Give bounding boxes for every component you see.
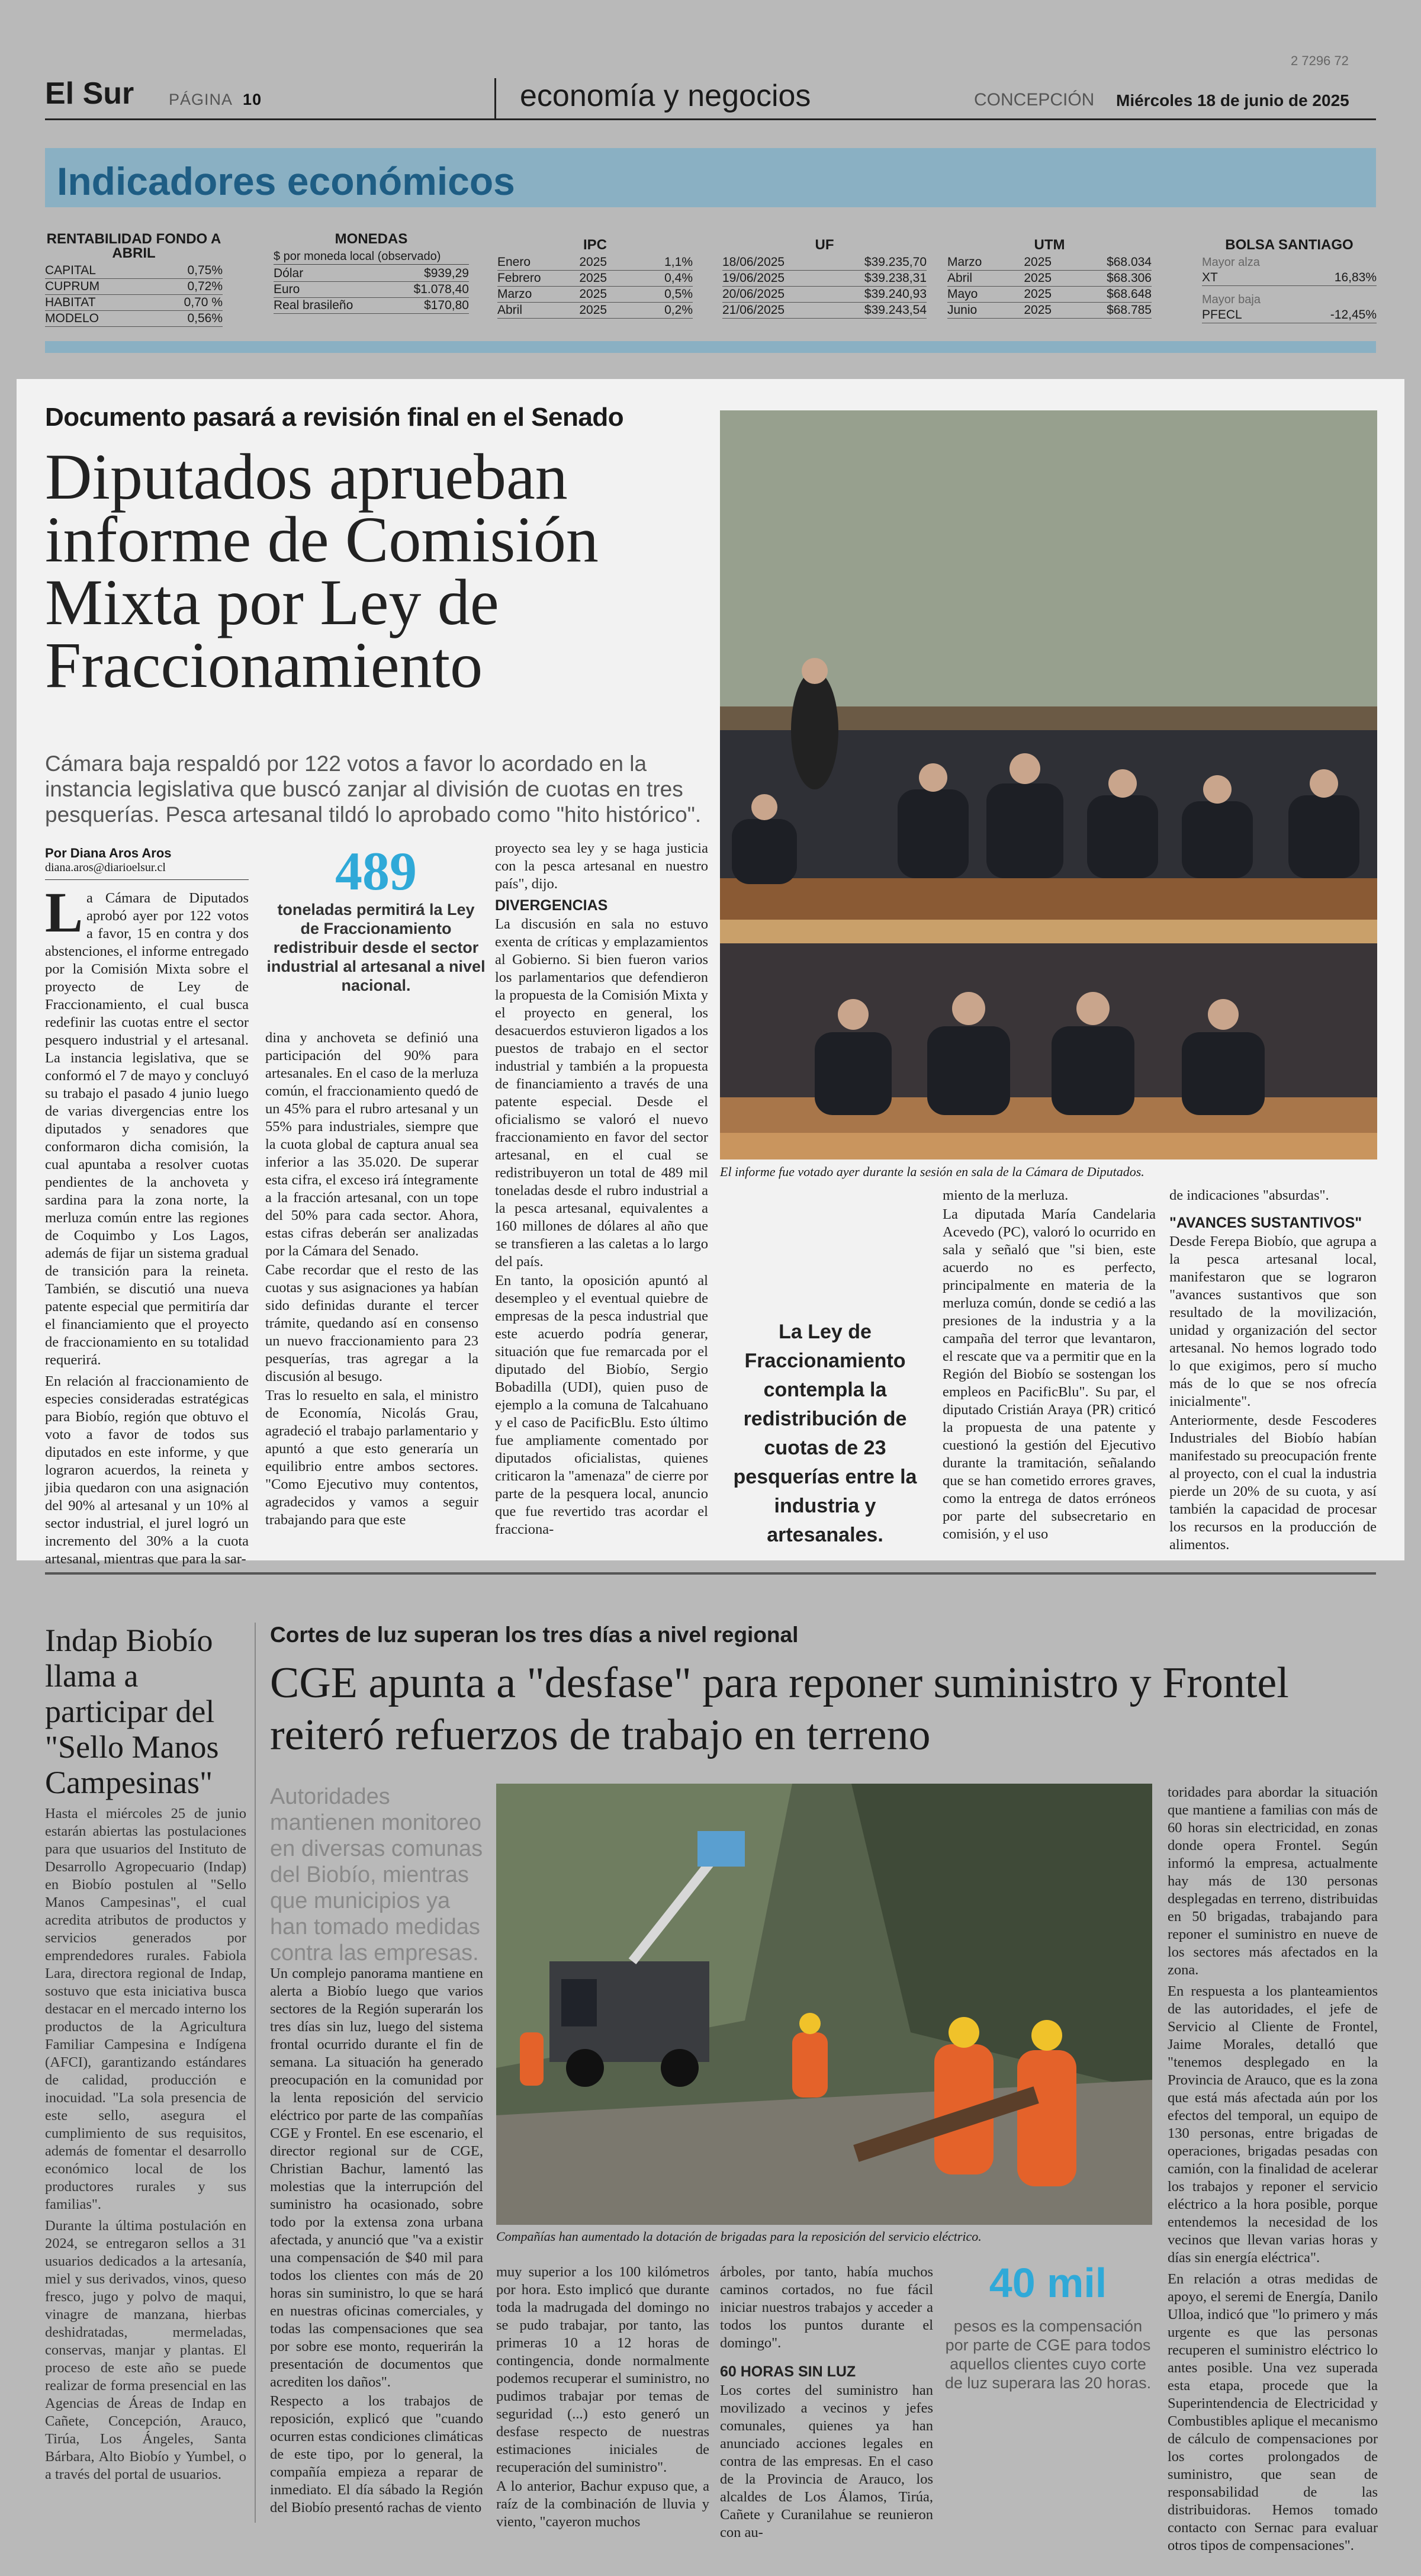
article-body — [495, 840, 708, 1538]
article-column-4 — [943, 1187, 1156, 1543]
section-subhead: "AVANCES SUSTANTIVOS" — [1169, 1215, 1362, 1231]
article-paragraph: dina y anchoveta se definió una participación del 90% para artesanales. En el caso de la merluza común, el fraccionamiento quedó de un 45% para el rubro artesanal y un 55% para industriales, siempre que la cuota global de captura anual sea inferior a las 35.020. De superar esta cifra, el exceso irá íntegramente a la fracción artesanal, con un tope del 50% para cada sector. Ahora, estas cifras deberán ser analizadas por la Cámara del Senado. — [265, 1030, 478, 1259]
indicator-cell: 0,75% — [187, 264, 223, 277]
indicator-heading: UF — [815, 237, 834, 253]
indicator-cell: 2025 — [1024, 287, 1052, 301]
article-paragraph: Durante la última postulación en 2024, se entregaron sellos a 31 usuarios dedicados a la artesanía, miel y sus derivados, vinos, queso fresco, jugo y polvo de maqui, vinagre de manzana, hierbas deshidratadas, mermeladas, conservas, manjar y plantas. El proceso de este año se puede realizar de forma presencial en las Agencias de Áreas de Indap en Cañete, Concepción, Arauco, Tirúa, Los Ángeles, Santa Bárbara, Alto Biobío y Yumbel, o a través del portal de usuarios. — [45, 2218, 246, 2482]
indicator-cell: HABITAT — [45, 295, 96, 309]
article-paragraph: a Cámara de Diputados aprobó ayer por 122 votos a favor, 15 en contra y dos abstenciones, el informe entregado por la Comisión Mixta sobre el proyecto de Ley de Fraccionamiento, el cual busca redefinir las cuotas entre el sector pesquero industrial y el artesanal. La instancia legislativa, que se conformó el 7 de mayo y concluyó su trabajo el pasado 4 junio luego de varias divergencias entre los diputados y senadores que conformaron dicha comisión, la cual apuntaba a resolver cuotas pendientes de la anchoveta y sardina para la zona norte, la merluza común entre las regiones de Coquimbo y Los Lagos, además de fijar un sistema gradual de transición para la reineta. También, se discutió una nueva patente especial que permitiría dar el financiamiento que el proyecto de fraccionamiento en su totalidad requerirá. — [45, 890, 249, 1368]
indicator-cell: $1.078,40 — [413, 282, 469, 296]
article-paragraph: Cabe recordar que el resto de las cuotas y sus asignaciones ya habían sido definidas durante el tercer trámite, quedando así en consenso un nuevo fraccionamiento para 23 pesquerías, tras agregar a la discusión al besugo. — [265, 1262, 478, 1385]
article-paragraph: Un complejo panorama mantiene en alerta a Biobío luego que varios sectores de la Región superarán los tres días sin luz, luego del sistema frontal ocurrido durante el fin de semana. La situación ha generado preocupación en la comunidad por la lenta reposición del servicio eléctrico por parte de las compañías CGE y Frontel. En ese escenario, el director regional sur de CGE, Christian Bachur, lamentó las molestias que la interrupción del suministro ha ocasionado, sobre todo por la extensa zona urbana afectada, y anunció que "va a existir una compensación de $40 mil para todos los clientes con más de 20 horas sin suministro, lo que se hará en nuestras oficinas comerciales, y todas las compensaciones que sea por sobre ese monto, requerirán la presentación de documentos que acrediten los daños". — [270, 1965, 483, 2390]
article-deck: Cámara baja respaldó por 122 votos a favor lo acordado en la instancia legislativa que buscó zanjar al división de cuotas en tres pesquerías. Pesca artesanal tildó lo aprobado como "hito histórico". — [45, 751, 702, 827]
article-paragraph: En respuesta a los planteamientos de las autoridades, el jefe de Servicio al Cliente de Frontel, Jaime Morales, detalló que "tenemos desplegado en la Provincia de Arauco, que es la zona que está más afectada aún por los efectos del temporal, un equipo de 130 personas, entre brigadas de operaciones, brigadas pesadas con camión, con la finalidad de acelerar los trabajos y reponer el servicio eléctrico a la hora posible, porque entendemos la necesidad de los vecinos que llevan varias horas y días sin energía eléctrica". — [1168, 1983, 1378, 2266]
page-code: 2 7296 72 — [1291, 53, 1349, 68]
article-paragraph: La discusión en sala no estuvo exenta de críticas y emplazamientos al Gobierno. Si bien fueron varios los parlamentarios que defendieron la propuesta de la Comisión Mixta y el proyecto en general, los desacuerdos estuvieron ligados a los puestos de trabajo en el sector industrial y también a la propuesta de financiamiento a través de una patente especial. Desde el oficialismo se valoró el nuevo fraccionamiento en favor del sector artesanal, en el cual se redistribuyeron un total de 489 mil toneladas desde el rubro industrial a la pesca artesanal, equivalentes a 160 millones de dólares al año que se transfieren a las caletas a lo largo del país. — [495, 916, 708, 1270]
article-deck: Autoridades mantienen monitoreo en diversas comunas del Biobío, mientras que municipios ya han tomado medidas contra las empresas. — [270, 1784, 483, 1965]
indicator-cell: $39.240,93 — [864, 287, 927, 301]
indicator-row — [947, 271, 1152, 287]
indicator-cell: $39.238,31 — [864, 271, 927, 285]
indicator-row — [497, 303, 693, 319]
indicator-row — [497, 271, 693, 287]
article-paragraph: miento de la merluza. — [943, 1187, 1069, 1203]
article-paragraph: En relación a otras medidas de apoyo, el seremi de Energía, Danilo Ulloa, indicó que "lo primero y más urgente es que las personas recuperen el suministro eléctrico lo antes posible. Una vez superada esta etapa, procede que la Superintendencia de Electricidad y Combustibles aplique el mecanismo de cálculo de compensaciones por los cortes prolongados de suministro, que sean de responsabilidad de las distribuidoras. Hemos tomado contacto con Sernac para evaluar otros tipos de compensaciones". — [1168, 2271, 1378, 2553]
indicator-cell: MODELO — [45, 311, 99, 325]
indicator-cell: Enero — [497, 255, 531, 269]
article-paragraph: proyecto sea ley y se haga justicia con la pesca artesanal en nuestro país", dijo. — [495, 840, 708, 892]
article-paragraph: Respecto a los trabajos de reposición, explicó que "cuando ocurren estas condiciones climáticas de este tipo, por lo general, la compañía empieza a reparar de inmediato. El día sábado la Región del Biobío presentó rachas de viento — [270, 2393, 483, 2516]
photo-caption: Compañías han aumentado la dotación de brigadas para la reposición del servicio eléctrico. — [496, 2229, 982, 2244]
bolsa-up-row: XT 16,83% — [1202, 270, 1377, 286]
indicator-cell: 0,5% — [664, 287, 693, 301]
indicator-cell: 1,1% — [664, 255, 693, 269]
indicator-cell: Abril — [497, 303, 523, 317]
article-kicker: Cortes de luz superan los tres días a nivel regional — [270, 1623, 799, 1647]
pull-quote: La Ley de Fraccionamiento contempla la redistribución de cuotas de 23 pesquerías entre la industria y artesanales. — [733, 1321, 917, 1546]
power-crew-illustration — [496, 1784, 1152, 2225]
indicator-cell: 2025 — [1024, 303, 1052, 317]
article-headline: CGE apunta a "desfase" para reponer suministro y Frontel reiteró refuerzos de trabajo en terreno — [270, 1659, 1289, 1759]
indicator-cell: 2025 — [1024, 271, 1052, 285]
section-name: economía y negocios — [520, 79, 811, 113]
bolsa-down-row: PFECL -12,45% — [1202, 307, 1377, 323]
indicator-cell: 0,2% — [664, 303, 693, 317]
indicator-cell: 0,56% — [187, 311, 223, 325]
indicators-banner — [45, 148, 1376, 207]
side-article-body — [45, 1805, 246, 2484]
indicator-row — [274, 266, 469, 282]
article-body — [45, 1805, 246, 2484]
newspaper-name: El Sur — [45, 76, 134, 111]
section-subhead: 60 HORAS SIN LUZ — [720, 2363, 856, 2380]
article-paragraph: muy superior a los 100 kilómetros por hora. Esto implicó que durante toda la madrugada del domingo no se pudo trabajar, por tanto, las primeras 10 a 12 horas de contingencia, donde normalmente podemos recuperar el suministro, no pudimos trabajar por temas de seguridad (...) esto generó un desfase respecto de nuestras estimaciones iniciales de recuperación del suministro". — [496, 2264, 709, 2475]
indicator-cell: Dólar — [274, 266, 304, 280]
indicator-cell: $68.034 — [1107, 255, 1152, 269]
article-column-3 — [720, 2263, 933, 2542]
indicator-cell: 2025 — [579, 303, 607, 317]
indicator-cell: 21/06/2025 — [722, 303, 785, 317]
indicator-row — [45, 279, 223, 295]
indicator-cell: Febrero — [497, 271, 541, 285]
indicator-row — [274, 282, 469, 298]
indicator-cell: $68.648 — [1107, 287, 1152, 301]
indicator-cell: $39.243,54 — [864, 303, 927, 317]
indicator-cell: 19/06/2025 — [722, 271, 785, 285]
edition-date: Miércoles 18 de junio de 2025 — [1116, 91, 1349, 110]
indicator-row — [497, 255, 693, 271]
indicator-cell: $39.235,70 — [864, 255, 927, 269]
article-paragraph: árboles, por tanto, había muchos caminos cortados, no fue fácil iniciar nuestros trabajos y acceder a todos los puntos durante el domingo". — [720, 2264, 933, 2351]
article-paragraph: toridades para abordar la situación que mantiene a familias con más de 60 horas sin electricidad, en zonas donde opera Frontel. Según informó la empresa, actualmente hay más de 130 personas desplegadas en terreno, distribuidas en 50 brigadas, trabajando para reponer el suministro en nueve de los sectores más afectados en la zona. — [1168, 1784, 1378, 1978]
article-body — [1168, 1784, 1378, 2555]
indicator-monedas — [274, 232, 469, 314]
page-label: PÁGINA — [169, 91, 233, 108]
bolsa-down-label: Mayor baja — [1202, 293, 1261, 306]
column-rule — [255, 1623, 256, 2523]
indicator-heading: UTM — [1034, 237, 1065, 253]
indicator-ipc — [497, 238, 693, 319]
article-body — [943, 1187, 1156, 1543]
indicator-cell: 2025 — [579, 287, 607, 301]
indicators-title: Indicadores económicos — [57, 159, 515, 203]
article-body — [720, 2263, 933, 2542]
indicator-cell: Marzo — [947, 255, 982, 269]
article-column-2 — [265, 1029, 478, 1529]
power-crew-photo — [496, 1784, 1152, 2225]
article-headline: Diputados aprueban informe de Comisión Mixta por Ley de Fraccionamiento — [45, 441, 599, 701]
indicator-cell: Mayo — [947, 287, 978, 301]
indicator-cell: 2025 — [579, 271, 607, 285]
indicator-heading: IPC — [583, 237, 607, 253]
indicator-cell: $68.785 — [1107, 303, 1152, 317]
article-kicker: Documento pasará a revisión final en el Senado — [45, 403, 624, 432]
bolsa-up-label: Mayor alza — [1202, 256, 1260, 269]
header-rule — [45, 118, 1376, 120]
article-paragraph: Tras lo resuelto en sala, el ministro de Economía, Nicolás Grau, agradeció el trabajo parlamentario y apuntó a que esto generaría un equilibrio entre ambos sectores. "Como Ejecutivo muy contentos, agradecidos y vamos a seguir trabajando para que este — [265, 1387, 478, 1528]
page-num: 10 — [243, 91, 262, 108]
article-column-4 — [1168, 1784, 1378, 2555]
indicator-row — [274, 298, 469, 314]
indicator-cell: Marzo — [497, 287, 532, 301]
indicator-row — [45, 263, 223, 279]
indicator-cell: Junio — [947, 303, 978, 317]
drop-cap: L — [45, 881, 83, 944]
indicator-row — [947, 303, 1152, 319]
indicator-cell: $170,80 — [424, 298, 469, 312]
article-body — [1169, 1187, 1377, 1554]
indicator-cell: Abril — [947, 271, 973, 285]
indicator-cell: 0,4% — [664, 271, 693, 285]
section-divider — [45, 1572, 1376, 1575]
fact-text: pesos es la compensación por parte de CGE para todos aquellos clientes cuyo corte de luz superara las 20 horas. — [944, 2317, 1152, 2392]
chamber-photo-illustration — [720, 410, 1377, 1159]
section-subhead: DIVERGENCIAS — [495, 897, 608, 914]
indicator-row — [45, 311, 223, 327]
fact-number: 40 mil — [989, 2260, 1107, 2306]
indicator-heading: RENTABILIDAD FONDO A ABRIL — [46, 231, 221, 261]
article-paragraph: Hasta el miércoles 25 de junio estarán abiertas las postulaciones para que usuarios del Instituto de Desarrollo Agropecuario (Indap) en Biobío postulen al "Sello Manos Campesinas", el cual acredita atributos de productos y servicios generados por emprendedores rurales. Fabiola Lara, directora regional de Indap, sostuvo que esta iniciativa busca destacar en el mercado interno los productos de la Agricultura Familiar Campesina e Indígena (AFCI), garantizando estándares de calidad, producción e inocuidad. "La sola presencia de este sello, asegura el cumplimiento de sus requisitos, además de fomentar el desarrollo económico local de los productores rurales y sus familias". — [45, 1806, 246, 2212]
indicator-utm — [947, 238, 1152, 319]
indicator-row — [947, 255, 1152, 271]
indicator-rentabilidad — [45, 232, 223, 327]
indicator-cell: 2025 — [1024, 255, 1052, 269]
article-body — [270, 1965, 483, 2517]
indicator-row — [722, 271, 927, 287]
side-article-headline: Indap Biobío llama a participar del "Sello Manos Campesinas" — [45, 1623, 219, 1800]
indicator-heading: MONEDAS — [335, 231, 408, 247]
indicator-bolsa — [1202, 238, 1377, 323]
indicator-cell: Real brasileño — [274, 298, 353, 312]
article-body — [265, 1029, 478, 1529]
indicator-cell: 20/06/2025 — [722, 287, 785, 301]
indicator-cell: Euro — [274, 282, 300, 296]
indicator-cell: 0,70 % — [184, 295, 223, 309]
article-column-2 — [496, 2263, 709, 2531]
article-column-3 — [495, 840, 708, 1538]
chamber-session-photo — [720, 410, 1377, 1159]
indicator-cell: $68.306 — [1107, 271, 1152, 285]
indicators-bottom-bar — [45, 341, 1376, 353]
indicator-cell: CAPITAL — [45, 264, 96, 277]
article-paragraph: Anteriormente, desde Fescoderes Industriales del Biobío habían manifestado su preocupación frente al proyecto, con el cual la industria pierde un 20% de su cuota, y así también la capacidad de procesar los recursos en la producción de alimentos. — [1169, 1412, 1377, 1553]
article-paragraph: A lo anterior, Bachur expuso que, a raíz de la combinación de lluvia y viento, "cayeron muchos — [496, 2478, 709, 2530]
article-column-1 — [45, 846, 249, 1568]
byline: Por Diana Aros Aros — [45, 846, 172, 860]
fact-text: toneladas permitirá la Ley de Fraccionamiento redistribuir desde el sector industrial al artesanal a nivel nacional. — [266, 901, 486, 994]
indicator-row — [45, 295, 223, 311]
indicator-row — [947, 287, 1152, 303]
indicator-subtitle: $ por moneda local (observado) — [274, 249, 469, 265]
indicator-uf — [722, 238, 927, 319]
indicator-heading: BOLSA SANTIAGO — [1225, 237, 1354, 253]
page-number — [169, 91, 262, 109]
indicator-cell: CUPRUM — [45, 280, 100, 293]
article-column-1 — [270, 1965, 483, 2517]
header-divider — [494, 78, 496, 118]
article-paragraph: Los cortes del suministro han movilizado a vecinos y jefes comunales, quienes ya han anunciado acciones legales en contra de las empresas. En el caso de la Provincia de Arauco, los alcaldes de Los Álamos, Tirúa, Cañete y Curanilahue se reunieron con au- — [720, 2382, 933, 2540]
article-paragraph: de indicaciones "absurdas". — [1169, 1187, 1329, 1203]
indicator-cell: 2025 — [579, 255, 607, 269]
article-paragraph: Desde Ferepa Biobío, que agrupa a la pesca artesanal local, manifestaron que se lograron "avances sustantivos que son resultado de la movilización, unidad y organización del sector artesanal. No hemos logrado todo lo que exigimos, pero sí mucho más de lo que se nos ofrecía inicialmente". — [1169, 1234, 1377, 1409]
article-body — [45, 881, 249, 1568]
fact-number: 489 — [335, 841, 417, 901]
byline-email: diana.aros@diarioelsur.cl — [45, 861, 249, 880]
article-paragraph: En relación al fraccionamiento de especies consideradas estratégicas para Biobío, región que obtuvo el voto a favor de todos sus diputados en este informe, y que lograron acuerdos, la reineta y jibia quedaron con una asignación del 90% al artesanal y un 10% al sector industrial, el jurel logró un incremento del 30% a la cuota artesanal, mientras que para la sar- — [45, 1373, 249, 1567]
article-paragraph: En tanto, la oposición apuntó al desempleo y el eventual quiebre de empresas de la pesca industrial que este acuerdo podría generar, situación que fue remarcada por el diputado del Biobío, Sergio Bobadilla (UDI), quien puso de ejemplo a la comuna de Talcahuano y el caso de PacificBlu. Esto último fue ampliamente comentado por diputados oficialistas, quienes criticaron la "amenaza" de cierre por parte de la pesquera local, anuncio que fue revertido tras acordar el fracciona- — [495, 1273, 708, 1537]
article-paragraph: La diputada María Candelaria Acevedo (PC), valoró lo ocurrido en sala y señaló que "si bien, este acuerdo no es perfecto, principalmente en materia de la merluza común, donde se cedió a las presiones de la industria y a la campaña del terror que levantaron, el rescate que va a permitir que en la Región del Biobío se sostengan los empleos en PacificBlu". Su par, el diputado Cristián Araya (PR) criticó la propuesta de una patente y cuestionó la gestión del Ejecutivo durante la tramitación, señalando que se han cometido errores graves, como la entrega de datos erróneos por parte del subsecretario en comisión, y el uso — [943, 1206, 1156, 1542]
indicator-row — [722, 255, 927, 271]
article-column-5 — [1169, 1187, 1377, 1554]
photo-caption: El informe fue votado ayer durante la sesión en sala de la Cámara de Diputados. — [720, 1164, 1144, 1179]
indicator-cell: 18/06/2025 — [722, 255, 785, 269]
indicator-row — [497, 287, 693, 303]
indicator-row — [722, 287, 927, 303]
article-body — [496, 2263, 709, 2531]
indicator-cell: 0,72% — [187, 280, 223, 293]
indicator-row — [722, 303, 927, 319]
indicator-cell: $939,29 — [424, 266, 469, 280]
city-label: CONCEPCIÓN — [974, 90, 1095, 110]
